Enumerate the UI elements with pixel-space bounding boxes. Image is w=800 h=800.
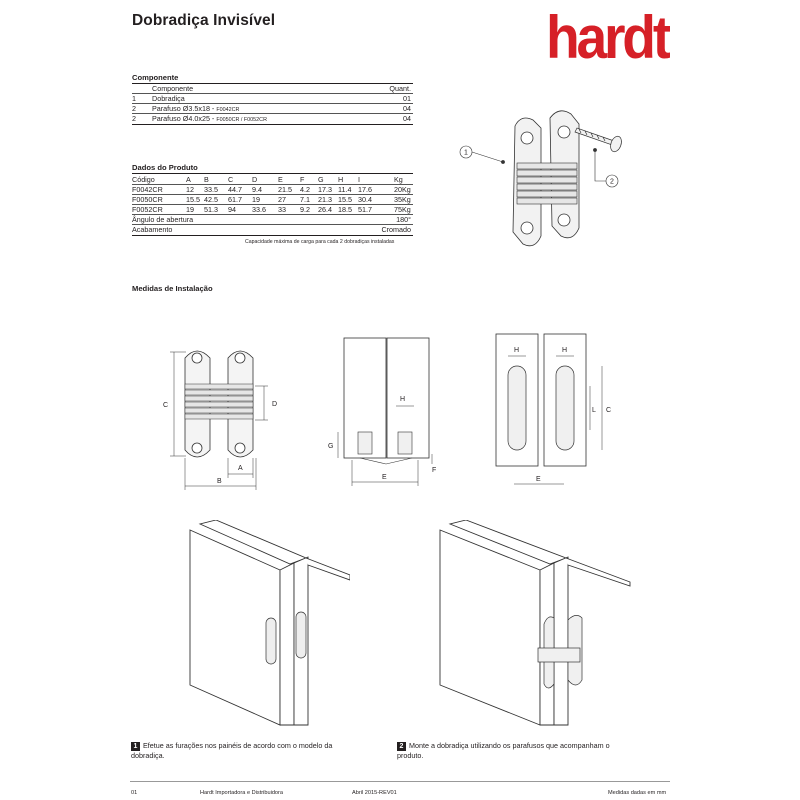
table-cell: 33.6 xyxy=(252,205,266,214)
table-cell: 18.5 xyxy=(338,205,352,214)
table-row: 2 Parafuso Ø3.5x18 - F0042CR 04 xyxy=(132,104,411,113)
table-cell: D xyxy=(252,175,258,184)
angle-row: Ângulo de abertura 180° xyxy=(132,215,411,224)
table-cell: 26.4 xyxy=(318,205,332,214)
footer-company: Hardt Importadora e Distribuidora xyxy=(200,790,284,796)
table-cell: 11.4 xyxy=(338,185,352,194)
table-cell: 21.5 xyxy=(278,185,292,194)
door-edge-diagram xyxy=(320,330,440,490)
hardt-logo xyxy=(546,4,670,69)
table-cell: C xyxy=(228,175,234,184)
step1-door-illustration xyxy=(130,520,350,730)
svg-text:B: B xyxy=(217,478,222,485)
product-data-table xyxy=(132,163,413,253)
table-cell: 15.5 xyxy=(338,195,352,204)
routing-slot-diagram xyxy=(490,330,620,490)
step2-caption: 2 Monte a dobradiça utilizando os parafusos que acompanham o produto. xyxy=(397,741,610,760)
table-cell: 33 xyxy=(278,205,286,214)
table-cell: 20Kg xyxy=(394,185,411,194)
page-title: Dobradiça Invisível xyxy=(132,12,276,29)
svg-text:G: G xyxy=(328,443,334,450)
table-cell: 15.5 xyxy=(186,195,200,204)
hinge-front-diagram xyxy=(160,340,295,495)
footer-rule xyxy=(130,781,670,782)
svg-text:C: C xyxy=(163,402,169,409)
table-cell: Kg xyxy=(394,175,403,184)
code-cell: F0042CR xyxy=(132,185,163,194)
step2-number: 2 xyxy=(397,742,406,751)
svg-text:E: E xyxy=(382,474,387,481)
table-cell: A xyxy=(186,175,191,184)
table-cell: 17.6 xyxy=(358,185,372,194)
callout-2: 2 xyxy=(610,178,614,186)
svg-text:H: H xyxy=(514,347,520,354)
load-capacity-note: Capacidade máxima de carga para cada 2 dobradiças instaladas xyxy=(245,239,395,245)
footer-revision: Abril 2015-REV01 xyxy=(352,790,397,796)
table-cell: 12 xyxy=(186,185,194,194)
table-row: 2 Parafuso Ø4.0x25 - F0050CR / F0052CR 04 xyxy=(132,114,411,123)
table-cell: 19 xyxy=(252,195,260,204)
table-cell: 61.7 xyxy=(228,195,242,204)
table-cell: 42.5 xyxy=(204,195,218,204)
table-cell: 17.3 xyxy=(318,185,332,194)
table-cell: 9.2 xyxy=(300,205,310,214)
table-row: 1 Dobradiça 01 xyxy=(132,94,411,103)
table-cell: 44.7 xyxy=(228,185,242,194)
table-cell: 94 xyxy=(228,205,236,214)
svg-text:H: H xyxy=(562,347,568,354)
installation-heading: Medidas de Instalação xyxy=(132,284,213,293)
svg-text:H: H xyxy=(400,396,406,403)
svg-text:F: F xyxy=(432,467,437,474)
column-header: Quant. xyxy=(389,84,411,93)
table-cell: I xyxy=(358,175,360,184)
logo-wordmark: hardt xyxy=(546,4,670,64)
table-cell: 30.4 xyxy=(358,195,372,204)
table-cell: 51.7 xyxy=(358,205,372,214)
code-cell: F0050CR xyxy=(132,195,163,204)
hinge-product-illustration xyxy=(455,108,635,258)
table-cell: 33.5 xyxy=(204,185,218,194)
svg-text:A: A xyxy=(238,465,243,472)
finish-row: Acabamento Cromado xyxy=(132,225,411,234)
code-cell: Código xyxy=(132,175,155,184)
callout-1: 1 xyxy=(464,149,468,157)
table-cell: B xyxy=(204,175,209,184)
column-header: Componente xyxy=(152,84,194,93)
table-cell: 75Kg xyxy=(394,205,411,214)
step2-door-illustration xyxy=(420,520,640,730)
footer-page-number: 01 xyxy=(131,790,138,796)
svg-text:D: D xyxy=(272,401,278,408)
table-cell: H xyxy=(338,175,344,184)
svg-text:C: C xyxy=(606,407,612,414)
component-table-heading: Componente xyxy=(132,73,179,82)
svg-text:E: E xyxy=(536,476,541,483)
code-cell: F0052CR xyxy=(132,205,163,214)
svg-text:L: L xyxy=(592,407,596,414)
table-cell: 7.1 xyxy=(300,195,310,204)
product-data-heading: Dados do Produto xyxy=(132,163,198,172)
table-cell: F xyxy=(300,175,305,184)
table-cell: G xyxy=(318,175,324,184)
step1-caption: 1 Efetue as furações nos painéis de acordo com o modelo da dobradiça. xyxy=(131,741,333,760)
table-cell: 35Kg xyxy=(394,195,411,204)
footer-units: Medidas dadas em mm xyxy=(608,790,667,796)
table-cell: 27 xyxy=(278,195,286,204)
table-cell: 9.4 xyxy=(252,185,262,194)
component-table xyxy=(132,73,413,129)
table-cell: 19 xyxy=(186,205,194,214)
step1-number: 1 xyxy=(131,742,140,751)
table-cell: 21.3 xyxy=(318,195,332,204)
table-cell: 51.3 xyxy=(204,205,218,214)
table-cell: 4.2 xyxy=(300,185,310,194)
table-cell: E xyxy=(278,175,283,184)
